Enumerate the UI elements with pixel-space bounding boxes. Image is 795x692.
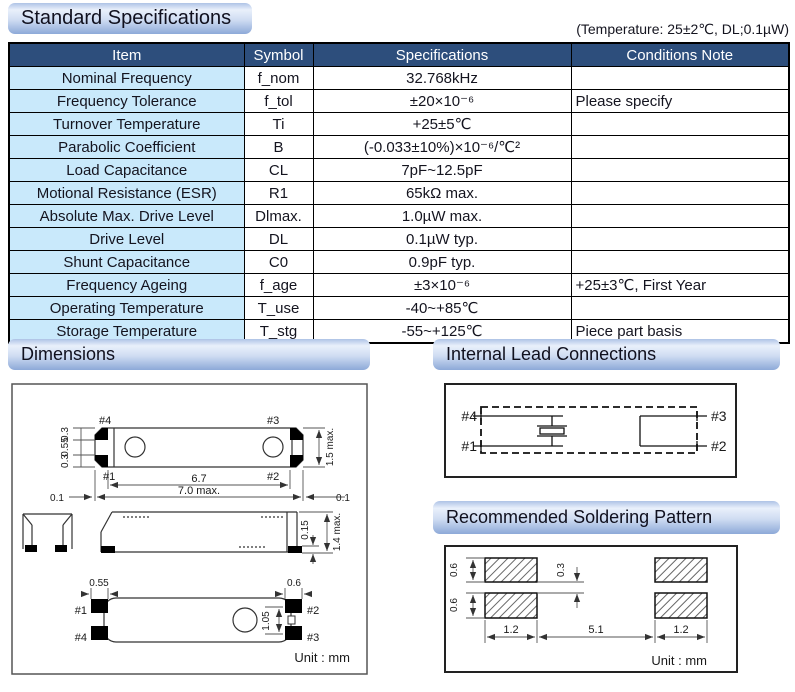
dimensions-unit-label: Unit : mm (294, 650, 350, 665)
side-view-outline (101, 512, 297, 552)
cell-spec: -40~+85℃ (313, 297, 571, 320)
cell-symbol: f_age (244, 274, 313, 297)
specifications-table (8, 42, 790, 344)
bottom-view-hole (233, 608, 257, 632)
bottom-view-pin3-label: #3 (307, 632, 320, 644)
lead-pin1-label: #1 (461, 438, 477, 454)
cell-spec: 65kΩ max. (313, 182, 571, 205)
top-view-pin1-label: #1 (103, 471, 116, 483)
cell-symbol: f_tol (244, 90, 313, 113)
top-view-outline (95, 428, 303, 467)
dim-7-0-max: 7.0 max. (177, 485, 221, 497)
dim-0-3-top: 0.3 (60, 427, 71, 441)
internal-lead-title: Internal Lead Connections (446, 344, 657, 364)
cell-note (571, 159, 789, 182)
crystal-symbol (540, 428, 564, 434)
col-header-conditions: Conditions Note (571, 43, 789, 67)
temperature-condition-note: (Temperature: 25±2℃, DL;0.1µW) (576, 21, 789, 37)
cell-item: Parabolic Coefficient (9, 136, 244, 159)
top-view-right-hole (263, 437, 283, 457)
table-row (9, 113, 789, 136)
cell-note (571, 113, 789, 136)
lead-pin2-label: #2 (711, 438, 727, 454)
cell-spec: ±20×10⁻⁶ (313, 90, 571, 113)
cell-symbol: T_stg (244, 320, 313, 344)
solder-pads (485, 558, 707, 618)
cell-item: Operating Temperature (9, 297, 244, 320)
cell-symbol: C0 (244, 251, 313, 274)
top-view-pin2-label: #2 (267, 471, 280, 483)
cell-symbol: Ti (244, 113, 313, 136)
cell-spec: 7pF~12.5pF (313, 159, 571, 182)
cell-symbol: DL (244, 228, 313, 251)
cell-note (571, 205, 789, 228)
cell-symbol: R1 (244, 182, 313, 205)
cell-spec: 0.9pF typ. (313, 251, 571, 274)
table-row (9, 274, 789, 297)
solder-dim-5-1: 5.1 (588, 624, 604, 636)
solder-dim-1-2-right: 1.2 (673, 624, 689, 636)
cell-note (571, 297, 789, 320)
table-row (9, 182, 789, 205)
solder-dim-0-6-bottom: 0.6 (449, 598, 460, 612)
cell-spec: (-0.033±10%)×10⁻⁶/℃² (313, 136, 571, 159)
dim-0-6-bottom: 0.6 (287, 578, 301, 589)
cell-note (571, 67, 789, 90)
dim-0-15: 0.15 (300, 520, 311, 540)
internal-lead-header (433, 339, 780, 370)
soldering-pattern-header (433, 501, 780, 534)
cell-symbol: Dlmax. (244, 205, 313, 228)
cell-item: Shunt Capacitance (9, 251, 244, 274)
cell-symbol: B (244, 136, 313, 159)
solder-dim-0-6-top: 0.6 (449, 563, 460, 577)
soldering-pattern-title: Recommended Soldering Pattern (446, 507, 713, 527)
cell-item: Storage Temperature (9, 320, 244, 344)
dimensions-header (8, 339, 370, 370)
top-view-corner-pads (95, 428, 303, 467)
page-title: Standard Specifications (21, 7, 232, 29)
side-view-pad-right (288, 546, 302, 553)
cell-note (571, 136, 789, 159)
dimensions-title: Dimensions (21, 344, 116, 364)
dim-1-5-max: 1.5 max. (325, 427, 336, 467)
col-header-specifications: Specifications (313, 43, 571, 67)
dim-0-55: 0.55 (60, 437, 71, 457)
cell-item: Drive Level (9, 228, 244, 251)
cell-note: Piece part basis (571, 320, 789, 344)
table-row (9, 297, 789, 320)
lead-circuit (473, 411, 707, 451)
dim-0-1-left: 0.1 (50, 493, 64, 504)
standard-specifications-header (8, 3, 252, 34)
top-view-left-hole (125, 437, 145, 457)
table-row (9, 228, 789, 251)
cell-item: Frequency Ageing (9, 274, 244, 297)
dim-1-4-max: 1.4 max. (332, 512, 343, 552)
internal-lead-drawing (444, 383, 737, 478)
cell-note: Please specify (571, 90, 789, 113)
cell-spec: 0.1µW typ. (313, 228, 571, 251)
cell-item: Frequency Tolerance (9, 90, 244, 113)
end-view-pad-left (25, 545, 37, 552)
dim-0-1-right: 0.1 (336, 493, 350, 504)
solder-unit-label: Unit : mm (651, 653, 707, 668)
table-row (9, 159, 789, 182)
cell-item: Motional Resistance (ESR) (9, 182, 244, 205)
bottom-view-pin4-label: #4 (74, 632, 87, 644)
cell-item: Nominal Frequency (9, 67, 244, 90)
lead-pin4-label: #4 (461, 408, 477, 424)
cell-symbol: f_nom (244, 67, 313, 90)
bottom-view-dim-lines (82, 588, 311, 634)
cell-symbol: T_use (244, 297, 313, 320)
lead-pin3-label: #3 (711, 408, 727, 424)
cell-spec: -55~+125℃ (313, 320, 571, 344)
table-header-row (9, 43, 789, 67)
cell-item: Turnover Temperature (9, 113, 244, 136)
cell-note (571, 251, 789, 274)
lead-frame (445, 384, 736, 477)
table-row (9, 90, 789, 113)
table-row (9, 251, 789, 274)
dim-0-55-bottom: 0.55 (89, 578, 109, 589)
cell-spec: +25±5℃ (313, 113, 571, 136)
top-view-pin4-label: #4 (99, 415, 112, 427)
soldering-pattern-drawing (444, 545, 738, 673)
cell-spec: 1.0µW max. (313, 205, 571, 228)
col-header-symbol: Symbol (244, 43, 313, 67)
bottom-view-castellation (288, 616, 295, 624)
cell-note (571, 228, 789, 251)
cell-spec: ±3×10⁻⁶ (313, 274, 571, 297)
top-view-pin3-label: #3 (267, 415, 280, 427)
dim-6-7: 6.7 (191, 473, 207, 485)
end-view-pad-right (55, 545, 67, 552)
cell-note (571, 182, 789, 205)
solder-dim-1-2-left: 1.2 (503, 624, 519, 636)
solder-dim-0-3: 0.3 (556, 563, 567, 577)
table-row (9, 205, 789, 228)
dimensions-drawing (11, 383, 368, 675)
cell-note: +25±3℃, First Year (571, 274, 789, 297)
cell-spec: 32.768kHz (313, 67, 571, 90)
dim-0-3-bottom: 0.3 (60, 454, 71, 468)
cell-item: Load Capacitance (9, 159, 244, 182)
dim-1-05: 1.05 (261, 611, 272, 631)
end-view-outline (23, 514, 72, 549)
table-row (9, 67, 789, 90)
table-row (9, 136, 789, 159)
bottom-view-pin1-label: #1 (74, 605, 87, 617)
cell-item: Absolute Max. Drive Level (9, 205, 244, 228)
bottom-view-pin2-label: #2 (307, 605, 320, 617)
col-header-item: Item (9, 43, 244, 67)
cell-symbol: CL (244, 159, 313, 182)
side-view-pad-left (101, 546, 115, 553)
